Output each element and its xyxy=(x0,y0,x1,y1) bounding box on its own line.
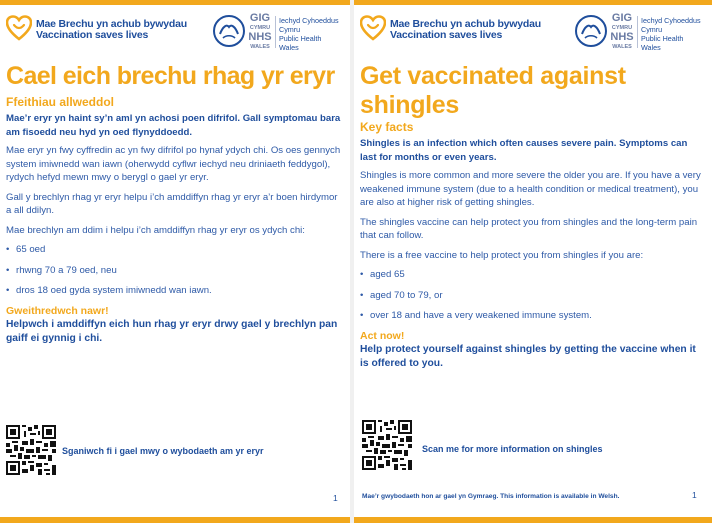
nhs-nhs: NHS xyxy=(248,31,272,43)
eligibility-list xyxy=(6,243,342,298)
page-title-line: shingles xyxy=(360,91,460,119)
list-item: • over 18 and have a very weakened immune system. xyxy=(360,309,704,323)
page-number: 1 xyxy=(692,490,697,500)
nhs-wales-emblem-icon xyxy=(212,14,246,48)
body-paragraph: There is a free vaccine to help protect you from shingles if you are: xyxy=(360,249,644,261)
logo-divider xyxy=(637,16,638,48)
nhs-wales-logo xyxy=(574,12,704,52)
language-footnote: Mae’r gwybodaeth hon ar gael yn Gymraeg. This information is available in Welsh. xyxy=(362,493,620,500)
campaign-line-english: Vaccination saves lives xyxy=(36,29,149,41)
org-line: Iechyd Cyhoeddus xyxy=(279,16,339,25)
call-to-action-heading: Gweithredwch nawr! xyxy=(6,304,109,317)
list-item: • rhwng 70 a 79 oed, neu xyxy=(6,264,342,278)
org-line: Wales xyxy=(641,43,661,52)
list-item: • dros 18 oed gyda system imiwnedd wan iawn. xyxy=(6,284,342,298)
body-paragraph: The shingles vaccine can help protect you from shingles and the long-term pain that can follow. xyxy=(360,216,698,241)
call-to-action-heading: Act now! xyxy=(360,329,405,342)
leaflet-header xyxy=(360,12,704,52)
body-paragraph: Mae brechlyn am ddim i helpu i’ch amddiffyn rhag yr eryr os ydych chi: xyxy=(6,224,305,236)
org-line: Cymru xyxy=(279,25,301,34)
nhs-cymru: CYMRU xyxy=(611,24,633,31)
nhs-wales-logo xyxy=(212,12,342,52)
nhs-wales: WALES xyxy=(250,43,270,50)
org-line: Wales xyxy=(279,43,299,52)
heart-shield-logo-icon xyxy=(6,15,32,41)
list-item: • aged 65 xyxy=(360,268,704,282)
org-line: Iechyd Cyhoeddus xyxy=(641,16,701,25)
english-leaflet-page xyxy=(354,0,712,523)
qr-code-icon[interactable] xyxy=(362,420,412,470)
leaflet-body xyxy=(360,120,704,371)
logo-divider xyxy=(275,16,276,48)
campaign-tagline xyxy=(36,19,187,41)
page-title xyxy=(360,62,706,120)
nhs-wordmark xyxy=(609,14,635,52)
page-title-line: Get vaccinated against xyxy=(360,62,626,90)
nhs-nhs: NHS xyxy=(610,31,634,43)
public-health-wales-text xyxy=(641,16,701,52)
qr-code-icon[interactable] xyxy=(6,425,56,475)
eligibility-list xyxy=(360,268,704,323)
list-item: • aged 70 to 79, or xyxy=(360,289,704,303)
nhs-wordmark xyxy=(247,14,273,52)
qr-code-label: Sganiwch fi i gael mwy o wybodaeth am yr eryr xyxy=(62,446,264,456)
body-paragraph: Mae eryr yn fwy cyffredin ac yn fwy difrifol po hynaf ydych chi. Os oes gennych system imiwnedd wan iawn (oherwydd cyflwr iechyd neu driniaeth feddygol), rydych hefyd mewn mwy o berygl o gael yr eryr. xyxy=(6,145,341,183)
top-accent-bar xyxy=(354,0,712,5)
nhs-wales: WALES xyxy=(612,43,632,50)
nhs-cymru: CYMRU xyxy=(249,24,271,31)
public-health-wales-text xyxy=(279,16,339,52)
nhs-gig: GIG xyxy=(611,12,633,24)
body-paragraph: Gall y brechlyn rhag yr eryr helpu i’ch amddiffyn rhag yr eryr a’r boen hirdymor a all ddilyn. xyxy=(6,191,338,216)
bottom-accent-bar xyxy=(354,517,712,523)
lead-paragraph: Mae’r eryr yn haint sy’n aml yn achosi poen difrifol. Gall symptomau bara am fisoedd neu hyd yn oed flynyddoedd. xyxy=(6,113,341,138)
lead-paragraph: Shingles is an infection which often causes severe pain. Symptoms can last for months or even years. xyxy=(360,138,688,163)
welsh-leaflet-page xyxy=(0,0,350,523)
nhs-wales-emblem-icon xyxy=(574,14,608,48)
org-line: Public Health xyxy=(641,34,684,43)
call-to-action-text: Helpwch i amddiffyn eich hun rhag yr eryr drwy gael y brechlyn pan gaiff ei gynnig i chi. xyxy=(6,318,338,344)
leaflet-body xyxy=(6,95,342,346)
campaign-tagline xyxy=(390,19,541,41)
heart-shield-logo-icon xyxy=(360,15,386,41)
campaign-line-welsh: Mae Brechu yn achub bywydau xyxy=(36,18,187,30)
list-item: • 65 oed xyxy=(6,243,342,257)
page-number: 1 xyxy=(333,493,338,503)
bottom-accent-bar xyxy=(0,517,350,523)
body-paragraph: Shingles is more common and more severe the older you are. If you have a very weakened immune system (due to a health condition or medical treatment), you are also at higher risk of getting shingles. xyxy=(360,170,701,208)
call-to-action-text: Help protect yourself against shingles by getting the vaccine when it is offered to you. xyxy=(360,343,696,369)
qr-code-label: Scan me for more information on shingles xyxy=(422,444,603,454)
section-heading: Key facts xyxy=(360,120,414,134)
nhs-gig: GIG xyxy=(249,12,271,24)
leaflet-header xyxy=(6,12,342,52)
top-accent-bar xyxy=(0,0,350,5)
org-line: Cymru xyxy=(641,25,663,34)
org-line: Public Health xyxy=(279,34,322,43)
campaign-line-english: Vaccination saves lives xyxy=(390,29,503,41)
page-title: Cael eich brechu rhag yr eryr xyxy=(6,62,335,90)
section-heading: Ffeithiau allweddol xyxy=(6,95,115,109)
campaign-line-welsh: Mae Brechu yn achub bywydau xyxy=(390,18,541,30)
